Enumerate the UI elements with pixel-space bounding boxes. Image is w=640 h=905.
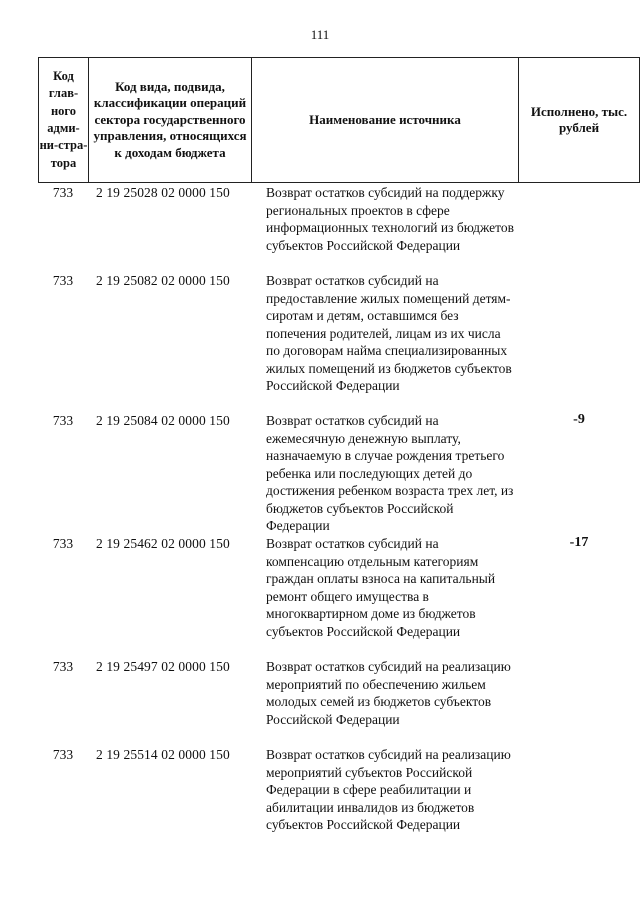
source-name-cell: Возврат остатков субсидий на реализацию мероприятий по обеспечению жильем молодых семей из бюджетов субъектов Российской Федерации <box>266 659 511 727</box>
classification-code-cell: 2 19 25084 02 0000 150 <box>96 413 230 428</box>
source-name-cell: Возврат остатков субсидий на предоставление жилых помещений детям-сиротам и детям, оставшимся без попечения родителей, лицам из их числа по договорам найма специализированных жилых помещений из бюджетов субъектов Российской Федерации <box>266 273 512 393</box>
header-source-name: Наименование источника <box>251 58 518 182</box>
admin-code-cell: 733 <box>52 413 74 428</box>
header-admin-code: Код глав-ного адми-ни-стра-тора <box>38 58 88 182</box>
header-classification-code: Код вида, подвида, классификации операций сектора государственного управления, относящихся к доходам бюджета <box>88 58 251 182</box>
source-name-cell: Возврат остатков субсидий на компенсацию отдельным категориям граждан оплаты взноса на капитальный ремонт общего имущества в многоквартирном доме из бюджетов субъектов Российской Федерации <box>266 536 496 639</box>
page-number: 111 <box>310 27 330 42</box>
source-name-cell: Возврат остатков субсидий на поддержку региональных проектов в сфере информационных технологий из бюджетов субъектов Российской Федерации <box>266 185 514 253</box>
table-row <box>38 745 640 855</box>
classification-code-cell: 2 19 25082 02 0000 150 <box>96 273 230 288</box>
admin-code-cell: 733 <box>52 273 74 288</box>
amount-cell <box>518 271 640 411</box>
table-row <box>38 411 640 534</box>
admin-code-cell: 733 <box>52 185 74 200</box>
source-name-cell: Возврат остатков субсидий на реализацию мероприятий субъектов Российской Федерации в сфере реабилитации и абилитации инвалидов из бюджетов субъектов Российской Федерации <box>266 747 511 832</box>
admin-code-cell: 733 <box>52 536 74 551</box>
source-name-cell: Возврат остатков субсидий на ежемесячную денежную выплату, назначаемую в случае рождения третьего ребенка или последующих детей до достижения ребенком возраста трех лет, из бюджетов субъектов Российской Федерации <box>266 413 514 533</box>
admin-code-cell: 733 <box>52 747 74 762</box>
table-row <box>38 657 640 745</box>
table-row <box>38 271 640 411</box>
amount-cell <box>518 657 640 745</box>
classification-code-cell: 2 19 25028 02 0000 150 <box>96 185 230 200</box>
amount-cell: -17 <box>569 535 589 550</box>
table-row <box>38 534 640 657</box>
header-executed-amount: Исполнено, тыс. рублей <box>518 58 640 182</box>
classification-code-cell: 2 19 25514 02 0000 150 <box>96 747 230 762</box>
classification-code-cell: 2 19 25497 02 0000 150 <box>96 659 230 674</box>
amount-cell <box>518 183 640 271</box>
budget-table <box>38 57 640 855</box>
amount-cell: -9 <box>573 412 585 427</box>
admin-code-cell: 733 <box>52 659 74 674</box>
classification-code-cell: 2 19 25462 02 0000 150 <box>96 536 230 551</box>
amount-cell <box>518 745 640 855</box>
table-row <box>38 183 640 271</box>
table-header <box>38 57 640 183</box>
